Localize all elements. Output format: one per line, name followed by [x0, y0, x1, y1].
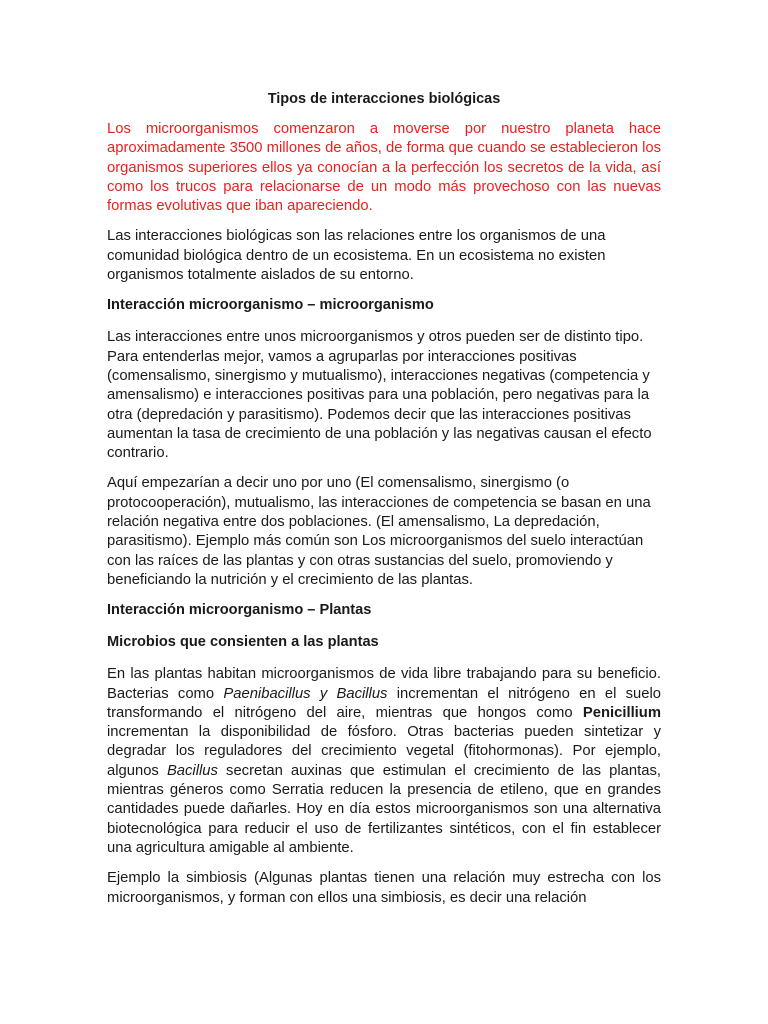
paragraph-interacciones: Las interacciones biológicas son las relaciones entre los organismos de una comunidad biológica dentro de un ecosistema. En un ecosistema no existen organismos totalmente aislados de su entorno. — [107, 228, 606, 284]
italic-genus: Paenibacillus y Bacillus — [223, 685, 388, 702]
text-run: En las plantas habitan microorganismos de vida libre trabajando para su beneficio. Bacterias como — [107, 666, 661, 702]
intro-paragraph: Los microorganismos comenzaron a moverse por nuestro planeta hace aproximadamente 3500 millones de años, de forma que cuando se establecieron los organismos superiores ellos ya conocían a la perfección los secretos de la vida, así como los trucos para relacionarse de un modo más provechoso con las nuevas formas evolutivas que iban apareciendo. — [107, 121, 661, 215]
italic-genus: Bacillus — [166, 762, 218, 779]
document-title: Tipos de interacciones biológicas — [267, 91, 501, 107]
text-run: incrementan la disponibilidad de fósforo. Otras bacterias pueden sintetizar y degradar los reguladores del crecimiento vegetal (fitohormonas). Por ejemplo, algunos — [107, 724, 661, 779]
heading-microbios-plantas: Microbios que consienten a las plantas — [107, 634, 379, 651]
paragraph-tipos-interacciones: Las interacciones entre unos microorganismos y otros pueden ser de distinto tipo. Para entenderlas mejor, vamos a agruparlas por interacciones positivas (comensalismo, sinergismo y mutualismo), interacciones negativas (competencia y amensalismo) e interacciones positivas para una población, pero negativas para la otra (depredación y parasitismo). Podemos decir que las interacciones positivas aumentan la tasa de crecimiento de una población y las negativas causan el efecto contrario. — [107, 329, 652, 462]
paragraph-ejemplos: Aquí empezarían a decir uno por uno (El comensalismo, sinergismo (o protocooperación), mutualismo, las interacciones de competencia se basan en una relación negativa entre dos poblaciones. (El amensalismo, La depredación, parasitismo). Ejemplo más común son Los microorganismos del suelo interactúan con las raíces de las plantas y con otras sustancias del suelo, promoviendo y beneficiando la nutrición y el crecimiento de las plantas. — [107, 475, 651, 588]
bold-genus: Penicillium — [582, 704, 661, 721]
heading-microorganismo-plantas: Interacción microorganismo – Plantas — [107, 602, 372, 619]
document-page — [107, 89, 661, 919]
paragraph-simbiosis: Ejemplo la simbiosis (Algunas plantas tienen una relación muy estrecha con los microorganismos, y forman con ellos una simbiosis, es decir una relación — [107, 870, 661, 906]
paragraph-microbios — [107, 665, 661, 858]
text-run: incrementan el nitrógeno en el suelo transformando el nitrógeno del aire, mientras que hongos como — [107, 685, 661, 721]
text-run: secretan auxinas que estimulan el crecimiento de las plantas, mientras géneros como Serratia reducen la presencia de etileno, que en grandes cantidades puede dañarles. Hoy en día estos microorganismos son una alternativa biotecnológica para reducir el uso de fertilizantes sintéticos, con el fin establecer una agricultura amigable al ambiente. — [107, 762, 661, 856]
heading-microorganismo-microorganismo: Interacción microorganismo – microorganismo — [107, 297, 434, 314]
